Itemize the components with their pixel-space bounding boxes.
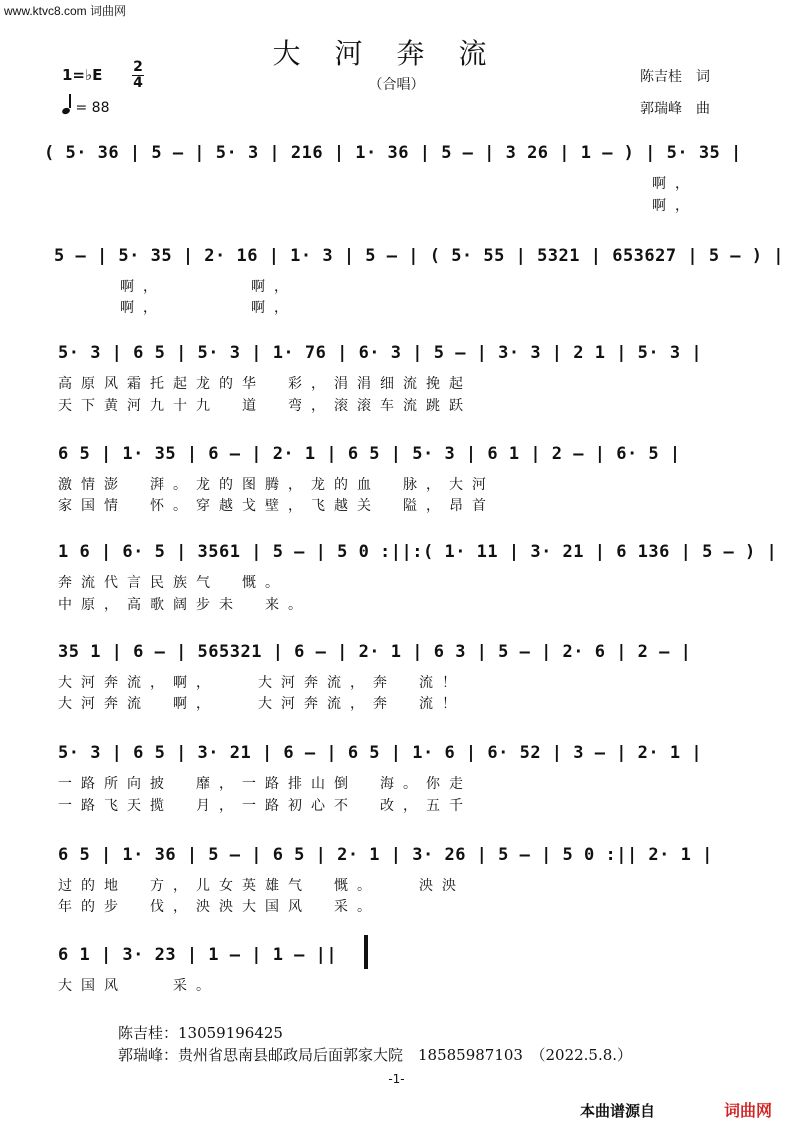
score-system-7-notes: 5· 3 | 6 5 | 3· 21 | 6 – | 6 5 | 1· 6 | 6· 52 | 3 – | 2· 1 |	[58, 743, 703, 763]
score-system-3-lyric-2: 天下黄河九十九 道 弯，滚滚车流跳跃	[58, 398, 472, 414]
source-label: 本曲谱源自	[580, 1102, 656, 1120]
key-signature: 1=♭E	[62, 66, 103, 84]
score-system-2-lyric-1: 啊， 啊，	[120, 279, 297, 295]
score-system-4-lyric-2: 家国情 怀。穿越戈壁，飞越关 隘，昂首	[58, 498, 495, 514]
meter-top: 2	[133, 59, 143, 75]
score-system-9-lyric-1: 大国风 采。	[58, 978, 219, 994]
footer-lyricist-contact: 陈吉桂：13059196425	[118, 1024, 283, 1042]
tempo-marking	[62, 98, 110, 116]
song-subtitle: （合唱）	[368, 77, 425, 93]
score-system-1-lyric-2: 啊，	[652, 198, 698, 214]
score-system-6-notes: 35 1 | 6 – | 565321 | 6 – | 2· 1 | 6 3 | 5 – | 2· 6 | 2 – |	[58, 642, 692, 662]
score-system-8-lyric-1: 过的地 方，儿女英雄气 慨。 泱泱	[58, 878, 465, 894]
score-system-5-notes: 1 6 | 6· 5 | 3561 | 5 – | 5 0 :||:( 1· 11 | 3· 21 | 6 136 | 5 – ) |	[58, 542, 778, 562]
composer-credit: 郭瑞峰 曲	[640, 101, 710, 117]
score-system-6-lyric-1: 大河奔流，啊， 大河奔流，奔 流！	[58, 675, 465, 691]
song-title: 大河奔流	[272, 37, 521, 70]
score-system-9-notes: 6 1 | 3· 23 | 1 – | 1 – ||	[58, 945, 338, 965]
score-system-2-notes: 5 – | 5· 35 | 2· 16 | 1· 3 | 5 – | ( 5· 55 | 5321 | 653627 | 5 – ) |	[54, 246, 784, 266]
score-system-3-notes: 5· 3 | 6 5 | 5· 3 | 1· 76 | 6· 3 | 5 – | 3· 3 | 2 1 | 5· 3 |	[58, 343, 703, 363]
score-system-7-lyric-2: 一路飞天揽 月，一路初心不 改，五千	[58, 798, 472, 814]
score-system-5-lyric-1: 奔流代言民族气 慨。	[58, 575, 288, 591]
score-system-5-lyric-2: 中原，高歌阔步未 来。	[58, 597, 311, 613]
final-barline	[364, 935, 368, 969]
note-stem	[69, 94, 71, 108]
score-system-1-notes: ( 5· 36 | 5 – | 5· 3 | 216 | 1· 36 | 5 – | 3 26 | 1 – ) | 5· 35 |	[44, 143, 742, 163]
tempo-value: = 88	[75, 100, 110, 116]
score-system-1-lyric-1: 啊，	[652, 176, 698, 192]
lyricist-credit: 陈吉桂 词	[640, 69, 710, 85]
score-system-3-lyric-1: 高原风霜托起龙的华 彩，涓涓细流挽起	[58, 376, 472, 392]
score-system-4-lyric-1: 激情澎 湃。龙的图腾，龙的血 脉，大河	[58, 477, 495, 493]
score-system-8-lyric-2: 年的步 伐，泱泱大国风 采。	[58, 899, 380, 915]
page-number: -1-	[388, 1072, 405, 1086]
site-watermark: www.ktvc8.com 词曲网	[4, 4, 127, 18]
score-system-7-lyric-1: 一路所向披 靡，一路排山倒 海。你走	[58, 776, 472, 792]
score-system-6-lyric-2: 大河奔流 啊， 大河奔流，奔 流！	[58, 696, 465, 712]
score-system-8-notes: 6 5 | 1· 36 | 5 – | 6 5 | 2· 1 | 3· 26 | 5 – | 5 0 :|| 2· 1 |	[58, 845, 713, 865]
source-site-logo[interactable]: 词曲网	[724, 1101, 773, 1120]
score-system-2-lyric-2: 啊， 啊，	[120, 300, 297, 316]
footer-composer-contact: 郭瑞峰：贵州省思南县邮政局后面郭家大院 18585987103 （2022.5.8.）	[118, 1046, 633, 1064]
quarter-note-icon	[61, 107, 71, 115]
score-system-4-notes: 6 5 | 1· 35 | 6 – | 2· 1 | 6 5 | 5· 3 | 6 1 | 2 – | 6· 5 |	[58, 444, 681, 464]
meter-bottom: 4	[133, 75, 143, 91]
time-signature	[132, 60, 144, 91]
